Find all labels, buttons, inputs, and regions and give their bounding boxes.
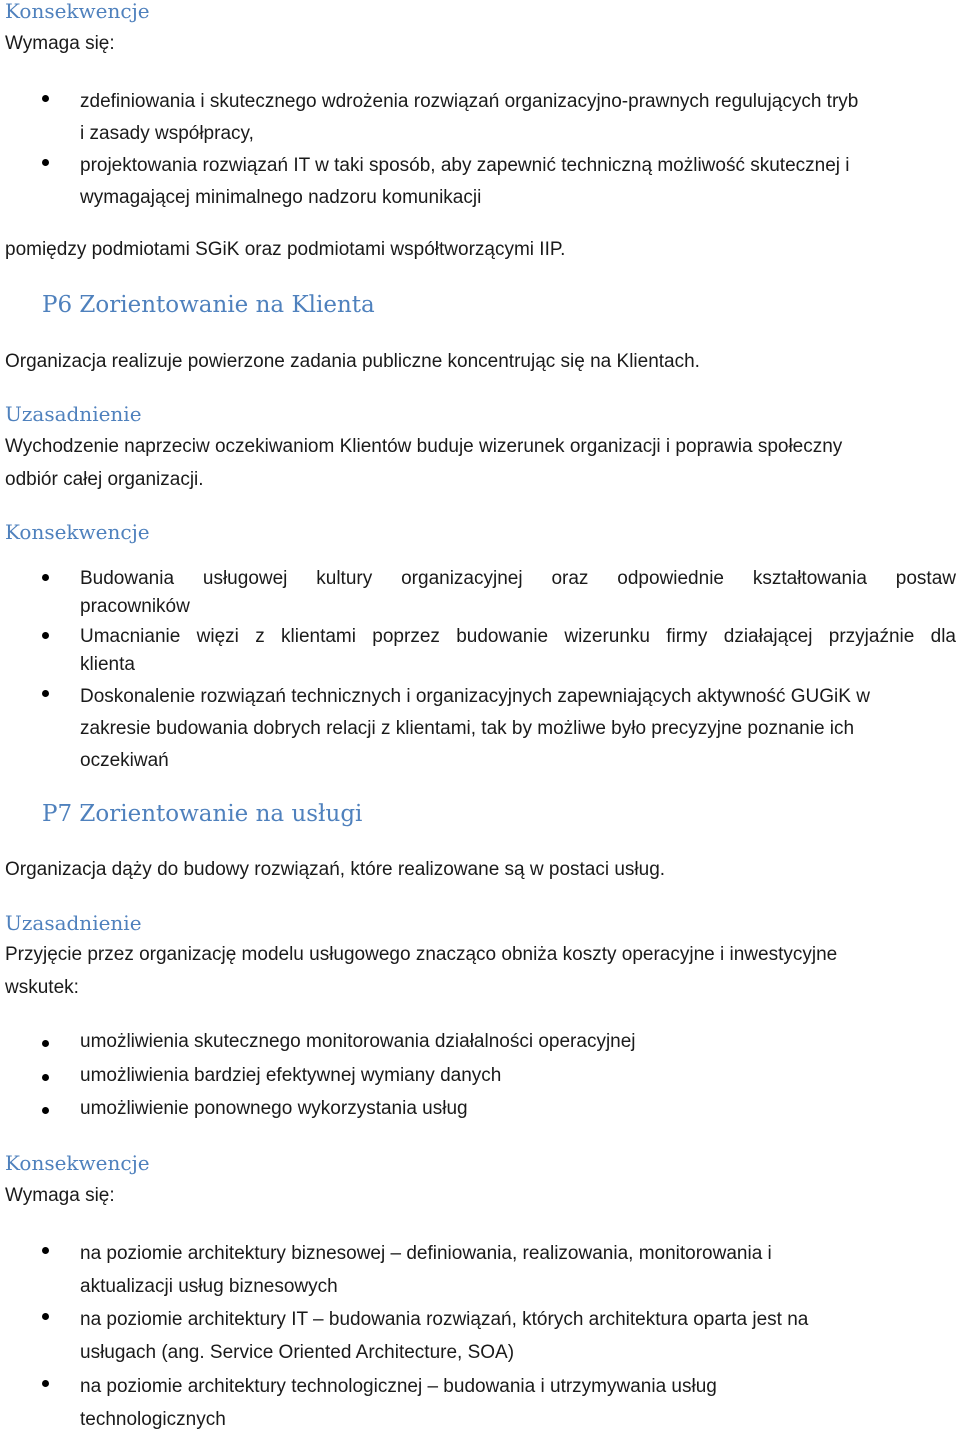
list-item: na poziomie architektury technologicznej – budowania i utrzymywania usług technologicznych	[80, 1376, 717, 1430]
bullet-icon	[42, 690, 49, 697]
section-heading-konsekwencje: Konsekwencje	[5, 1151, 150, 1175]
section-heading-uzasadnienie: Uzasadnienie	[5, 911, 142, 935]
principle-title-p6: P6 Zorientowanie na Klienta	[42, 292, 375, 318]
paragraph: pomiędzy podmiotami SGiK oraz podmiotami współtworzącymi IIP.	[5, 239, 566, 260]
list-item: na poziomie architektury biznesowej – definiowania, realizowania, monitorowania i aktualizacji usług biznesowych	[80, 1243, 772, 1297]
bullet-icon	[42, 1313, 49, 1320]
principle-title-p7: P7 Zorientowanie na usługi	[42, 801, 363, 827]
section-heading-konsekwencje: Konsekwencje	[5, 0, 150, 23]
bullet-icon	[42, 574, 49, 581]
bullet-icon	[42, 1107, 49, 1114]
requirement-intro: Wymaga się:	[5, 33, 115, 54]
list-item: Budowania usługowej kultury organizacyjnej oraz odpowiednie kształtowania postaw pracowników	[80, 568, 956, 617]
justification-line: Przyjęcie przez organizację modelu usługowego znacząco obniża koszty operacyjne i inwestycyjne	[5, 944, 838, 965]
bullet-icon	[42, 1040, 49, 1047]
list-item: umożliwienie ponownego wykorzystania usług	[80, 1098, 468, 1119]
list-item: umożliwienia bardziej efektywnej wymiany danych	[80, 1065, 502, 1086]
bullet-icon	[42, 159, 49, 166]
justification-line: odbiór całej organizacji.	[5, 469, 204, 490]
justification-line: wskutek:	[5, 977, 79, 998]
bullet-icon	[42, 1074, 49, 1081]
justification-line: Wychodzenie naprzeciw oczekiwaniom Klientów buduje wizerunek organizacji i poprawia społeczny	[5, 436, 843, 457]
section-heading-uzasadnienie: Uzasadnienie	[5, 402, 142, 426]
principle-statement: Organizacja dąży do budowy rozwiązań, które realizowane są w postaci usług.	[5, 859, 666, 880]
requirement-intro: Wymaga się:	[5, 1185, 115, 1206]
section-heading-konsekwencje: Konsekwencje	[5, 520, 150, 544]
list-item: Umacnianie więzi z klientami poprzez budowanie wizerunku firmy działającej przyjaźnie dla klienta	[80, 626, 956, 675]
bullet-icon	[42, 632, 49, 639]
list-item: umożliwienia skutecznego monitorowania działalności operacyjnej	[80, 1031, 636, 1052]
list-item: projektowania rozwiązań IT w taki sposób, aby zapewnić techniczną możliwość skutecznej i wymagającej minimalnego nadzoru komunikacji	[80, 155, 850, 208]
principle-statement: Organizacja realizuje powierzone zadania publiczne koncentrując się na Klientach.	[5, 351, 700, 372]
list-item: zdefiniowania i skutecznego wdrożenia rozwiązań organizacyjno-prawnych regulujących tryb i zasady współpracy,	[80, 91, 859, 144]
bullet-icon	[42, 95, 49, 102]
bullet-icon	[42, 1380, 49, 1387]
list-item: na poziomie architektury IT – budowania rozwiązań, których architektura oparta jest na usługach (ang. Service Oriented Architecture, SOA)	[80, 1309, 809, 1363]
list-item: Doskonalenie rozwiązań technicznych i organizacyjnych zapewniających aktywność GUGiK w zakresie budowania dobrych relacji z klientami, tak by możliwe było precyzyjne poznanie ich oczekiwań	[80, 686, 870, 771]
bullet-icon	[42, 1247, 49, 1254]
